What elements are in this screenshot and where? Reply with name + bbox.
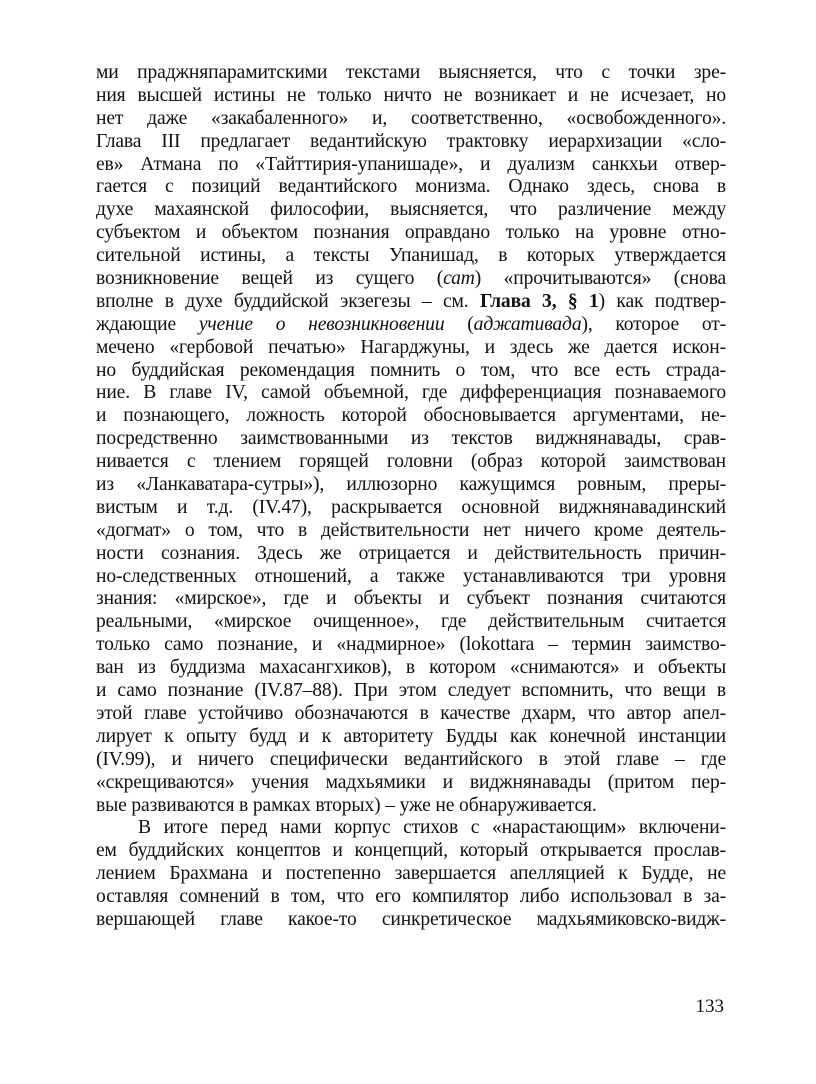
text-line: [96, 680, 726, 703]
text-segment: «догмат» о том, что в действительности нет ничего кроме деятель-: [96, 519, 726, 541]
text-segment: но буддийская рекомендация помнить о том, что все есть страда-: [96, 359, 726, 381]
text-segment: возникновение вещей из сущего (: [96, 268, 444, 290]
text-segment: ) как подтвер-: [598, 290, 727, 312]
italic-text: учение о невозникновении: [198, 313, 445, 335]
text-line: [96, 657, 726, 680]
text-line: [96, 360, 726, 383]
text-segment: и познающего, ложность которой обосновывается аргументами, не-: [96, 405, 726, 427]
text-line: [96, 726, 726, 749]
text-line: [96, 566, 726, 589]
text-line: [96, 588, 726, 611]
text-line: [96, 85, 726, 108]
text-segment: сительной истины, а тексты Упанишад, в которых утверждается: [96, 245, 726, 267]
text-segment: реальными, «мирское очищенное», где действительным считается: [96, 611, 726, 633]
text-segment: нет даже «закабаленного» и, соответственно, «освобожденного».: [96, 107, 726, 129]
text-segment: ждающие: [96, 313, 199, 335]
page-number: 133: [695, 996, 724, 1017]
text-segment: ми праджняпарамитскими текстами выясняется, что с точки зре-: [96, 62, 726, 83]
text-line: [96, 772, 726, 795]
text-segment: вые развиваются в рамках вторых) – уже не обнаруживается.: [96, 794, 597, 816]
text-line: [96, 451, 726, 474]
text-segment: субъектом и объектом познания оправдано только на уровне отно-: [96, 222, 726, 244]
text-segment: В итоге перед нами корпус стихов с «нарастающим» включени-: [138, 817, 726, 839]
text-segment: мечено «гербовой печатью» Нагарджуны, и здесь же дается искон-: [96, 336, 726, 358]
text-line: [96, 611, 726, 634]
text-segment: ния высшей истины не только ничто не возникает и не исчезает, но: [96, 84, 726, 106]
text-line: [96, 749, 726, 772]
text-segment: и само познание (IV.87–88). При этом следует вспомнить, что вещи в: [96, 680, 726, 702]
text-line: [96, 840, 726, 863]
text-segment: ), которое от-: [581, 313, 727, 335]
text-segment: этой главе устойчиво обозначаются в качестве дхарм, что автор апел-: [96, 702, 726, 724]
text-line: [96, 817, 726, 840]
text-line: [96, 405, 726, 428]
text-line: [96, 474, 726, 497]
text-segment: Глава III предлагает ведантийскую трактовку иерархизации «сло-: [96, 130, 726, 152]
text-line: [96, 222, 726, 245]
text-segment: нивается с тлением горящей головни (образ которой заимствован: [96, 451, 726, 473]
text-segment: «скрещиваются» учения мадхьямики и виджнянавады (притом пер-: [96, 771, 726, 793]
text-segment: ) «прочитываются» (снова: [474, 268, 727, 290]
text-line: [96, 245, 726, 268]
text-segment: ности сознания. Здесь же отрицается и действительность причин-: [96, 542, 726, 564]
text-line: [96, 382, 726, 405]
text-line: [96, 909, 726, 932]
text-line: [96, 520, 726, 543]
text-segment: ние. В главе IV, самой объемной, где дифференциация познаваемого: [96, 382, 726, 404]
text-line: [96, 108, 726, 131]
italic-text: сат: [443, 268, 475, 290]
italic-text: аджативада: [473, 313, 582, 335]
text-segment: ев» Атмана по «Тайттирия-упанишаде», и дуализм санкхьи отвер-: [96, 153, 726, 175]
text-segment: (: [444, 313, 474, 335]
text-line: [96, 863, 726, 886]
text-line: [96, 291, 726, 314]
text-segment: знания: «мирское», где и объекты и субъект познания считаются: [96, 588, 726, 610]
text-segment: вершающей главе какое-то синкретическое мадхьямиковско-видж-: [96, 908, 726, 930]
body-text: [96, 62, 726, 932]
text-line: [96, 795, 726, 818]
text-segment: только само познание, и «надмирное» (lokottara – термин заимство-: [96, 634, 726, 656]
text-segment: (IV.99), и ничего специфически ведантийского в этой главе – где: [96, 748, 726, 770]
text-line: [96, 497, 726, 520]
text-segment: из «Ланкаватара-сутры»), иллюзорно кажущимся ровным, преры-: [96, 474, 726, 496]
text-line: [96, 703, 726, 726]
text-segment: гается с позиций ведантийского монизма. Однако здесь, снова в: [96, 176, 726, 198]
text-segment: но-следственных отношений, а также устанавливаются три уровня: [96, 565, 726, 587]
text-segment: лирует к опыту будд и к авторитету Будды как конечной инстанции: [96, 725, 726, 747]
text-line: [96, 337, 726, 360]
text-segment: ван из буддизма махасангхиков), в котором «снимаются» и объекты: [96, 657, 726, 679]
text-line: [96, 176, 726, 199]
text-line: [96, 428, 726, 451]
text-segment: вполне в духе буддийской экзегезы – см.: [96, 290, 480, 312]
text-line: [96, 886, 726, 909]
text-segment: вистым и т.д. (IV.47), раскрывается основной виджнянавадинский: [96, 496, 726, 518]
text-line: [96, 154, 726, 177]
text-line: [96, 62, 726, 85]
text-segment: оставляя сомнений в том, что его компилятор либо использовал в за-: [96, 886, 726, 908]
text-line: [96, 268, 726, 291]
text-segment: духе махаянской философии, выясняется, что различение между: [96, 199, 726, 221]
text-segment: посредственно заимствованными из текстов виджнянавады, срав-: [96, 428, 726, 450]
bold-text: Глава 3, § 1: [479, 290, 599, 312]
text-line: [96, 199, 726, 222]
text-line: [96, 131, 726, 154]
text-line: [96, 543, 726, 566]
text-segment: лением Брахмана и постепенно завершается апелляцией к Будде, не: [96, 863, 726, 885]
text-line: [96, 634, 726, 657]
text-segment: ем буддийских концептов и концепций, который открывается прослав-: [96, 840, 726, 862]
text-line: [96, 314, 726, 337]
